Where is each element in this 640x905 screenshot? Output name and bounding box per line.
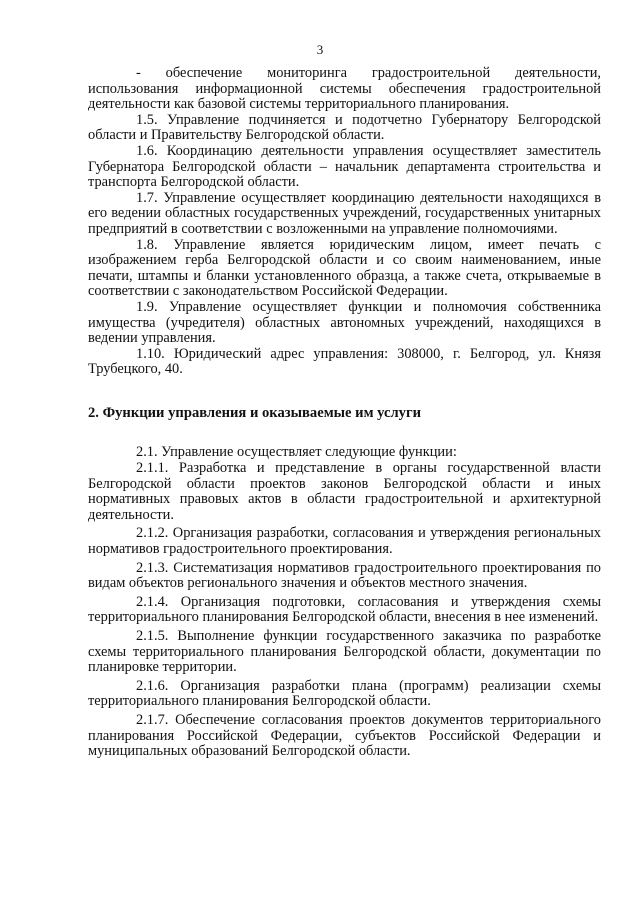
paragraph-2-1-3: 2.1.3. Систематизация нормативов градостроительного проектирования по видам объектов регионального значения и объектов местного значения.: [88, 559, 601, 592]
paragraph-monitoring: - обеспечение мониторинга градостроительной деятельности, использования информационной системы обеспечения градостроительной деятельности как базовой системы территориального планирования.: [88, 65, 601, 113]
paragraph-2-1-7: 2.1.7. Обеспечение согласования проектов документов территориального планирования Российской Федерации, субъектов Российской Федерации и муниципальных образований Белгородской области.: [88, 711, 601, 760]
paragraph-2-1-2: 2.1.2. Организация разработки, согласования и утверждения региональных нормативов градостроительного проектирования.: [88, 525, 601, 558]
paragraph-2-1-6: 2.1.6. Организация разработки плана (программ) реализации схемы территориального планирования Белгородской области.: [88, 677, 601, 710]
paragraph-1-7: 1.7. Управление осуществляет координацию деятельности находящихся в его ведении областных государственных учреждений, государственных унитарных предприятий в соответствии с возложенными на управление полномочиями.: [88, 189, 601, 237]
paragraph-1-5: 1.5. Управление подчиняется и подотчетно Губернатору Белгородской области и Правительству Белгородской области.: [88, 111, 601, 144]
paragraph-2-1-1: 2.1.1. Разработка и представление в органы государственной власти Белгородской области проектов законов Белгородской области и иных нормативных правовых актов в области градостроительной и архитектурной деятельности.: [88, 460, 601, 523]
document-body: [88, 66, 601, 760]
paragraph-2-1-4: 2.1.4. Организация подготовки, согласования и утверждения схемы территориального планирования Белгородской области, внесения в нее изменений.: [88, 593, 601, 626]
paragraph-1-8: 1.8. Управление является юридическим лицом, имеет печать с изображением герба Белгородской области и со своим наименованием, иные печати, штампы и бланки установленного образца, а также счета, открываемые в соответствии с законодательством Российской Федерации.: [88, 236, 601, 300]
section-2-heading: 2. Функции управления и оказываемые им услуги: [88, 404, 422, 421]
paragraph-2-1-5: 2.1.5. Выполнение функции государственного заказчика по разработке схемы территориального планирования Белгородской области, документации по планировке территории.: [88, 628, 601, 676]
paragraph-1-6: 1.6. Координацию деятельности управления осуществляет заместитель Губернатора Белгородской области – начальник департамента строительства и транспорта Белгородской области.: [88, 142, 601, 191]
paragraph-2-1: 2.1. Управление осуществляет следующие функции:: [136, 444, 457, 461]
page-number: 3: [316, 42, 324, 57]
paragraph-1-9: 1.9. Управление осуществляет функции и полномочия собственника имущества (учредителя) областных автономных учреждений, находящихся в ведении управления.: [88, 298, 601, 347]
paragraph-1-10: 1.10. Юридический адрес управления: 308000, г. Белгород, ул. Князя Трубецкого, 40.: [88, 345, 601, 378]
